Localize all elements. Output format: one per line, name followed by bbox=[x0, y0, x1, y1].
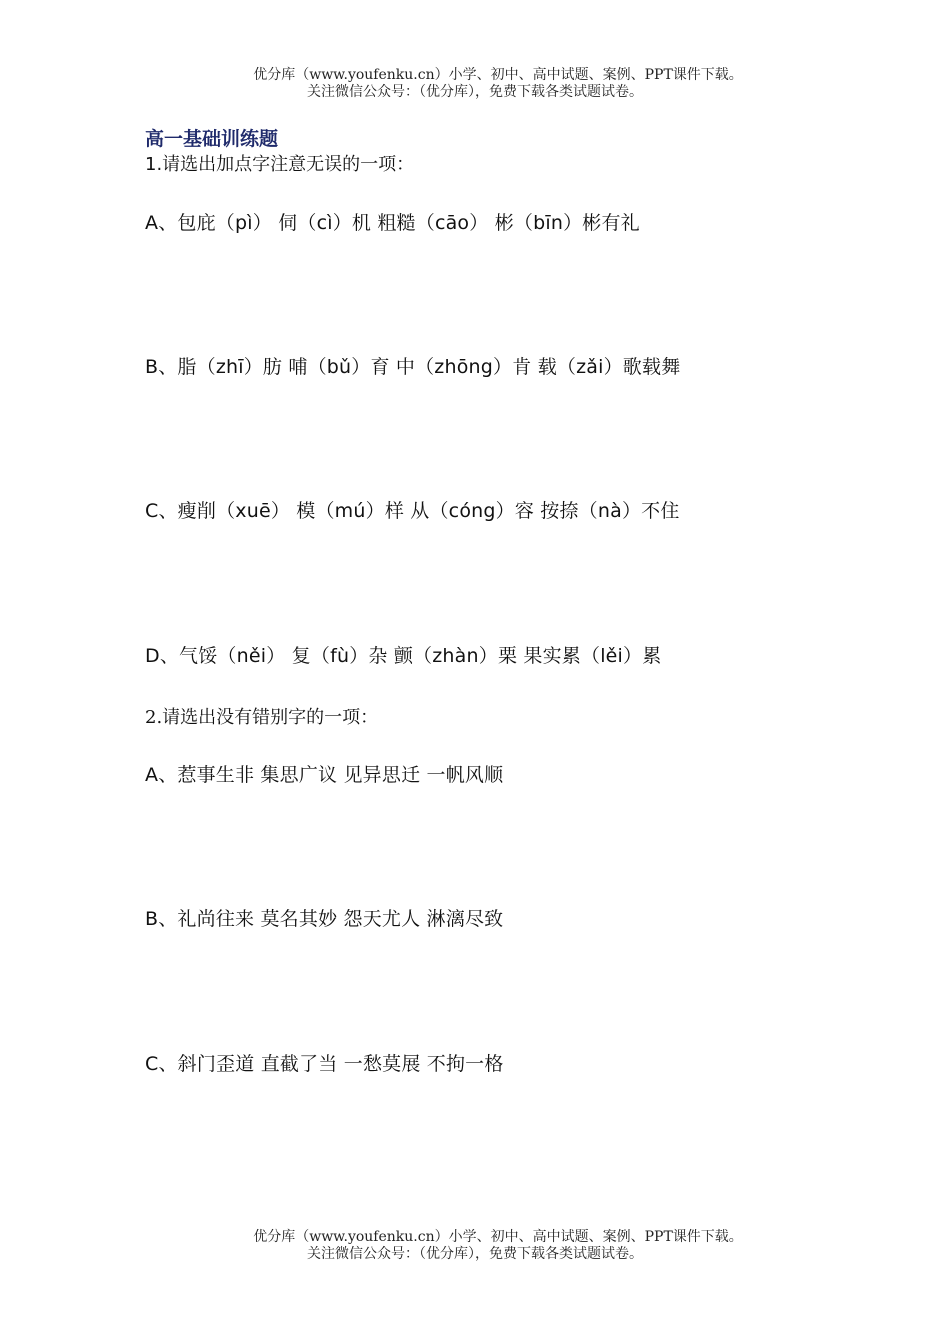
question-1-option-d: D、气馁（něi） 复（fù）杂 颤（zhàn）栗 果实累（lěi）累 bbox=[145, 645, 662, 667]
question-2-stem: 2.请选出没有错别字的一项： bbox=[145, 707, 379, 728]
question-1-option-a: A、包庇（pì） 伺（cì）机 粗糙（cāo） 彬（bīn）彬有礼 bbox=[145, 212, 640, 234]
footer-line-2: 关注微信公众号：（优分库），免费下载各类试题试卷。 bbox=[307, 1246, 643, 1262]
question-1-option-b: B、脂（zhī）肪 哺（bǔ）育 中（zhōng）肯 载（zǎi）歌载舞 bbox=[145, 356, 681, 378]
question-1-stem: 1.请选出加点字注意无误的一项： bbox=[145, 154, 415, 175]
page-header bbox=[0, 67, 950, 101]
question-2-option-a: A、惹事生非 集思广议 见异思迁 一帆风顺 bbox=[145, 764, 504, 786]
footer-line-1: 优分库（www.youfenku.cn）小学、初中、高中试题、案例、PPT课件下载。 bbox=[253, 1229, 743, 1245]
question-2-option-b: B、礼尚往来 莫名其妙 怨天尤人 淋漓尽致 bbox=[145, 908, 504, 930]
header-line-2: 关注微信公众号：（优分库），免费下载各类试题试卷。 bbox=[307, 84, 643, 100]
header-line-1: 优分库（www.youfenku.cn）小学、初中、高中试题、案例、PPT课件下载。 bbox=[253, 67, 743, 83]
question-2-option-c: C、斜门歪道 直截了当 一愁莫展 不拘一格 bbox=[145, 1053, 504, 1075]
page-footer bbox=[0, 1229, 950, 1263]
question-1-option-c: C、瘦削（xuē） 模（mú）样 从（cóng）容 按捺（nà）不住 bbox=[145, 500, 680, 522]
document-title: 高一基础训练题 bbox=[145, 128, 279, 150]
